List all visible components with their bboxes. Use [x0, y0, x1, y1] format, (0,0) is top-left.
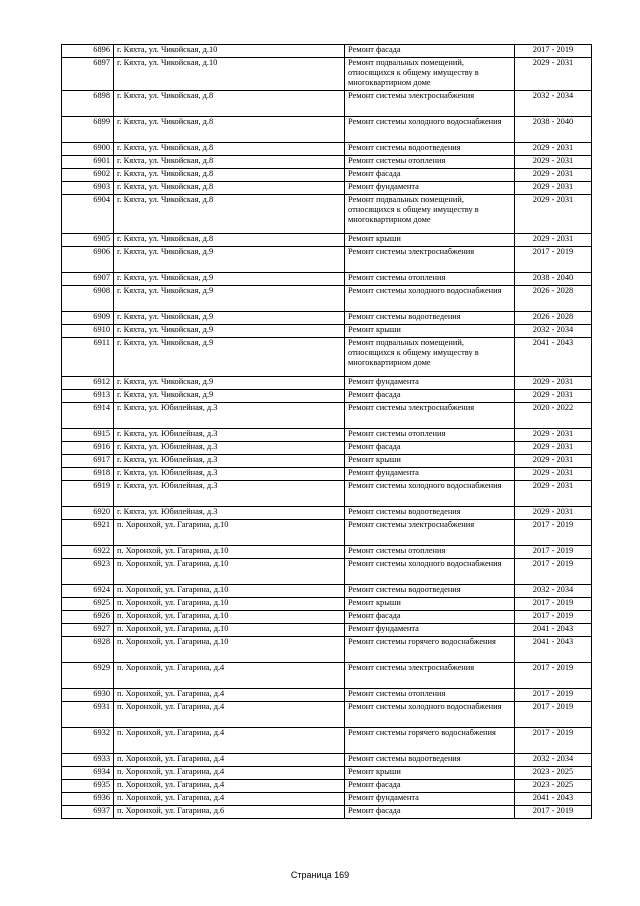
- table-row: [62, 767, 592, 780]
- work-type-cell: Ремонт фундамента: [345, 468, 515, 481]
- work-type-cell: Ремонт системы холодного водоснабжения: [345, 481, 515, 507]
- address-cell: п. Хоронхой, ул. Гагарина, д.10: [114, 611, 345, 624]
- table-row: [62, 143, 592, 156]
- work-type-cell: Ремонт системы горячего водоснабжения: [345, 637, 515, 663]
- row-number-cell: 6898: [62, 91, 114, 117]
- row-number-cell: 6931: [62, 702, 114, 728]
- period-cell: 2029 - 2031: [515, 429, 592, 442]
- row-number-cell: 6927: [62, 624, 114, 637]
- table-row: [62, 45, 592, 58]
- row-number-cell: 6930: [62, 689, 114, 702]
- work-type-cell: Ремонт системы электроснабжения: [345, 403, 515, 429]
- table-row: [62, 247, 592, 273]
- row-number-cell: 6929: [62, 663, 114, 689]
- table-row: [62, 481, 592, 507]
- work-type-cell: Ремонт фасада: [345, 806, 515, 819]
- period-cell: 2029 - 2031: [515, 143, 592, 156]
- row-number-cell: 6920: [62, 507, 114, 520]
- table-row: [62, 598, 592, 611]
- work-type-cell: Ремонт фасада: [345, 390, 515, 403]
- period-cell: 2017 - 2019: [515, 689, 592, 702]
- address-cell: г. Кяхта, ул. Чикойская, д.9: [114, 273, 345, 286]
- row-number-cell: 6906: [62, 247, 114, 273]
- row-number-cell: 6932: [62, 728, 114, 754]
- period-cell: 2041 - 2043: [515, 637, 592, 663]
- work-type-cell: Ремонт крыши: [345, 455, 515, 468]
- address-cell: п. Хоронхой, ул. Гагарина, д.10: [114, 637, 345, 663]
- works-table-body: [62, 45, 592, 819]
- work-type-cell: Ремонт системы отопления: [345, 156, 515, 169]
- table-row: [62, 286, 592, 312]
- table-row: [62, 58, 592, 91]
- table-row: [62, 793, 592, 806]
- period-cell: 2017 - 2019: [515, 247, 592, 273]
- table-row: [62, 689, 592, 702]
- period-cell: 2029 - 2031: [515, 390, 592, 403]
- table-row: [62, 754, 592, 767]
- row-number-cell: 6902: [62, 169, 114, 182]
- work-type-cell: Ремонт системы электроснабжения: [345, 520, 515, 546]
- row-number-cell: 6897: [62, 58, 114, 91]
- work-type-cell: Ремонт подвальных помещений, относящихся к общему имуществу в многоквартирном доме: [345, 195, 515, 234]
- period-cell: 2038 - 2040: [515, 117, 592, 143]
- row-number-cell: 6937: [62, 806, 114, 819]
- work-type-cell: Ремонт системы водоотведения: [345, 754, 515, 767]
- period-cell: 2029 - 2031: [515, 58, 592, 91]
- address-cell: г. Кяхта, ул. Юбилейная, д.3: [114, 442, 345, 455]
- work-type-cell: Ремонт фасада: [345, 611, 515, 624]
- work-type-cell: Ремонт подвальных помещений, относящихся к общему имуществу в многоквартирном доме: [345, 58, 515, 91]
- address-cell: п. Хоронхой, ул. Гагарина, д.4: [114, 663, 345, 689]
- work-type-cell: Ремонт системы отопления: [345, 689, 515, 702]
- period-cell: 2017 - 2019: [515, 728, 592, 754]
- table-row: [62, 611, 592, 624]
- period-cell: 2038 - 2040: [515, 273, 592, 286]
- address-cell: г. Кяхта, ул. Чикойская, д.8: [114, 143, 345, 156]
- period-cell: 2026 - 2028: [515, 286, 592, 312]
- work-type-cell: Ремонт фасада: [345, 45, 515, 58]
- address-cell: г. Кяхта, ул. Чикойская, д.8: [114, 182, 345, 195]
- table-row: [62, 520, 592, 546]
- work-type-cell: Ремонт крыши: [345, 767, 515, 780]
- table-row: [62, 637, 592, 663]
- table-row: [62, 91, 592, 117]
- table-row: [62, 559, 592, 585]
- period-cell: 2041 - 2043: [515, 624, 592, 637]
- table-row: [62, 403, 592, 429]
- period-cell: 2029 - 2031: [515, 442, 592, 455]
- address-cell: г. Кяхта, ул. Чикойская, д.10: [114, 45, 345, 58]
- period-cell: 2029 - 2031: [515, 182, 592, 195]
- work-type-cell: Ремонт системы холодного водоснабжения: [345, 286, 515, 312]
- work-type-cell: Ремонт фасада: [345, 169, 515, 182]
- period-cell: 2029 - 2031: [515, 195, 592, 234]
- address-cell: г. Кяхта, ул. Юбилейная, д.3: [114, 481, 345, 507]
- work-type-cell: Ремонт системы электроснабжения: [345, 247, 515, 273]
- row-number-cell: 6912: [62, 377, 114, 390]
- period-cell: 2032 - 2034: [515, 754, 592, 767]
- row-number-cell: 6933: [62, 754, 114, 767]
- table-row: [62, 169, 592, 182]
- table-row: [62, 182, 592, 195]
- work-type-cell: Ремонт фундамента: [345, 377, 515, 390]
- address-cell: п. Хоронхой, ул. Гагарина, д.10: [114, 520, 345, 546]
- table-row: [62, 234, 592, 247]
- address-cell: п. Хоронхой, ул. Гагарина, д.4: [114, 767, 345, 780]
- work-type-cell: Ремонт фундамента: [345, 182, 515, 195]
- row-number-cell: 6910: [62, 325, 114, 338]
- row-number-cell: 6925: [62, 598, 114, 611]
- table-row: [62, 325, 592, 338]
- period-cell: 2029 - 2031: [515, 234, 592, 247]
- row-number-cell: 6921: [62, 520, 114, 546]
- work-type-cell: Ремонт системы отопления: [345, 429, 515, 442]
- period-cell: 2041 - 2043: [515, 793, 592, 806]
- table-row: [62, 195, 592, 234]
- period-cell: 2029 - 2031: [515, 507, 592, 520]
- period-cell: 2017 - 2019: [515, 520, 592, 546]
- row-number-cell: 6924: [62, 585, 114, 598]
- row-number-cell: 6917: [62, 455, 114, 468]
- row-number-cell: 6915: [62, 429, 114, 442]
- period-cell: 2029 - 2031: [515, 468, 592, 481]
- address-cell: г. Кяхта, ул. Чикойская, д.9: [114, 377, 345, 390]
- address-cell: г. Кяхта, ул. Юбилейная, д.3: [114, 507, 345, 520]
- work-type-cell: Ремонт системы холодного водоснабжения: [345, 702, 515, 728]
- period-cell: 2020 - 2022: [515, 403, 592, 429]
- period-cell: 2017 - 2019: [515, 45, 592, 58]
- work-type-cell: Ремонт системы отопления: [345, 546, 515, 559]
- table-row: [62, 390, 592, 403]
- row-number-cell: 6908: [62, 286, 114, 312]
- work-type-cell: Ремонт фасада: [345, 442, 515, 455]
- table-row: [62, 546, 592, 559]
- address-cell: п. Хоронхой, ул. Гагарина, д.4: [114, 793, 345, 806]
- period-cell: 2041 - 2043: [515, 338, 592, 377]
- address-cell: г. Кяхта, ул. Чикойская, д.8: [114, 156, 345, 169]
- table-row: [62, 455, 592, 468]
- table-row: [62, 806, 592, 819]
- table-row: [62, 312, 592, 325]
- address-cell: г. Кяхта, ул. Чикойская, д.9: [114, 325, 345, 338]
- address-cell: г. Кяхта, ул. Юбилейная, д.3: [114, 403, 345, 429]
- row-number-cell: 6913: [62, 390, 114, 403]
- address-cell: г. Кяхта, ул. Чикойская, д.9: [114, 338, 345, 377]
- table-row: [62, 273, 592, 286]
- page-footer: [0, 870, 640, 880]
- period-cell: 2017 - 2019: [515, 663, 592, 689]
- address-cell: г. Кяхта, ул. Чикойская, д.10: [114, 58, 345, 91]
- period-cell: 2017 - 2019: [515, 702, 592, 728]
- period-cell: 2029 - 2031: [515, 169, 592, 182]
- period-cell: 2032 - 2034: [515, 325, 592, 338]
- period-cell: 2017 - 2019: [515, 598, 592, 611]
- work-type-cell: Ремонт крыши: [345, 325, 515, 338]
- work-type-cell: Ремонт системы холодного водоснабжения: [345, 117, 515, 143]
- period-cell: 2032 - 2034: [515, 585, 592, 598]
- work-type-cell: Ремонт фундамента: [345, 624, 515, 637]
- row-number-cell: 6922: [62, 546, 114, 559]
- address-cell: п. Хоронхой, ул. Гагарина, д.10: [114, 546, 345, 559]
- row-number-cell: 6909: [62, 312, 114, 325]
- work-type-cell: Ремонт системы водоотведения: [345, 312, 515, 325]
- period-cell: 2023 - 2025: [515, 767, 592, 780]
- address-cell: г. Кяхта, ул. Чикойская, д.8: [114, 91, 345, 117]
- table-row: [62, 702, 592, 728]
- period-cell: 2029 - 2031: [515, 377, 592, 390]
- row-number-cell: 6935: [62, 780, 114, 793]
- address-cell: г. Кяхта, ул. Юбилейная, д.3: [114, 468, 345, 481]
- address-cell: п. Хоронхой, ул. Гагарина, д.4: [114, 702, 345, 728]
- table-row: [62, 585, 592, 598]
- table-row: [62, 728, 592, 754]
- row-number-cell: 6899: [62, 117, 114, 143]
- period-cell: 2017 - 2019: [515, 611, 592, 624]
- row-number-cell: 6918: [62, 468, 114, 481]
- period-cell: 2017 - 2019: [515, 559, 592, 585]
- work-type-cell: Ремонт системы водоотведения: [345, 507, 515, 520]
- work-type-cell: Ремонт фундамента: [345, 793, 515, 806]
- period-cell: 2026 - 2028: [515, 312, 592, 325]
- period-cell: 2029 - 2031: [515, 156, 592, 169]
- row-number-cell: 6928: [62, 637, 114, 663]
- table-row: [62, 429, 592, 442]
- row-number-cell: 6901: [62, 156, 114, 169]
- work-type-cell: Ремонт системы электроснабжения: [345, 91, 515, 117]
- row-number-cell: 6907: [62, 273, 114, 286]
- table-row: [62, 377, 592, 390]
- row-number-cell: 6911: [62, 338, 114, 377]
- row-number-cell: 6905: [62, 234, 114, 247]
- address-cell: п. Хоронхой, ул. Гагарина, д.10: [114, 559, 345, 585]
- table-row: [62, 442, 592, 455]
- table-row: [62, 624, 592, 637]
- address-cell: п. Хоронхой, ул. Гагарина, д.4: [114, 754, 345, 767]
- address-cell: п. Хоронхой, ул. Гагарина, д.10: [114, 598, 345, 611]
- address-cell: п. Хоронхой, ул. Гагарина, д.4: [114, 689, 345, 702]
- row-number-cell: 6936: [62, 793, 114, 806]
- row-number-cell: 6914: [62, 403, 114, 429]
- row-number-cell: 6919: [62, 481, 114, 507]
- period-cell: 2029 - 2031: [515, 481, 592, 507]
- table-row: [62, 780, 592, 793]
- work-type-cell: Ремонт системы отопления: [345, 273, 515, 286]
- table-row: [62, 507, 592, 520]
- address-cell: п. Хоронхой, ул. Гагарина, д.10: [114, 624, 345, 637]
- address-cell: г. Кяхта, ул. Чикойская, д.8: [114, 234, 345, 247]
- row-number-cell: 6923: [62, 559, 114, 585]
- row-number-cell: 6934: [62, 767, 114, 780]
- table-row: [62, 117, 592, 143]
- address-cell: г. Кяхта, ул. Чикойская, д.8: [114, 195, 345, 234]
- address-cell: г. Кяхта, ул. Чикойская, д.9: [114, 247, 345, 273]
- address-cell: п. Хоронхой, ул. Гагарина, д.10: [114, 585, 345, 598]
- row-number-cell: 6904: [62, 195, 114, 234]
- work-type-cell: Ремонт системы холодного водоснабжения: [345, 559, 515, 585]
- address-cell: п. Хоронхой, ул. Гагарина, д.6: [114, 806, 345, 819]
- page-number: Страница 169: [290, 870, 350, 880]
- work-type-cell: Ремонт крыши: [345, 234, 515, 247]
- address-cell: г. Кяхта, ул. Чикойская, д.9: [114, 390, 345, 403]
- period-cell: 2017 - 2019: [515, 806, 592, 819]
- row-number-cell: 6896: [62, 45, 114, 58]
- work-type-cell: Ремонт системы водоотведения: [345, 143, 515, 156]
- row-number-cell: 6916: [62, 442, 114, 455]
- address-cell: г. Кяхта, ул. Чикойская, д.8: [114, 117, 345, 143]
- work-type-cell: Ремонт системы водоотведения: [345, 585, 515, 598]
- work-type-cell: Ремонт системы электроснабжения: [345, 663, 515, 689]
- work-type-cell: Ремонт системы горячего водоснабжения: [345, 728, 515, 754]
- address-cell: г. Кяхта, ул. Чикойская, д.9: [114, 286, 345, 312]
- work-type-cell: Ремонт подвальных помещений, относящихся к общему имуществу в многоквартирном доме: [345, 338, 515, 377]
- address-cell: г. Кяхта, ул. Чикойская, д.9: [114, 312, 345, 325]
- table-row: [62, 156, 592, 169]
- table-row: [62, 338, 592, 377]
- table-row: [62, 468, 592, 481]
- period-cell: 2017 - 2019: [515, 546, 592, 559]
- work-type-cell: Ремонт фасада: [345, 780, 515, 793]
- period-cell: 2023 - 2025: [515, 780, 592, 793]
- work-type-cell: Ремонт крыши: [345, 598, 515, 611]
- address-cell: г. Кяхта, ул. Юбилейная, д.3: [114, 455, 345, 468]
- address-cell: п. Хоронхой, ул. Гагарина, д.4: [114, 780, 345, 793]
- table-row: [62, 663, 592, 689]
- address-cell: г. Кяхта, ул. Чикойская, д.8: [114, 169, 345, 182]
- period-cell: 2029 - 2031: [515, 455, 592, 468]
- row-number-cell: 6903: [62, 182, 114, 195]
- row-number-cell: 6926: [62, 611, 114, 624]
- address-cell: п. Хоронхой, ул. Гагарина, д.4: [114, 728, 345, 754]
- address-cell: г. Кяхта, ул. Юбилейная, д.3: [114, 429, 345, 442]
- period-cell: 2032 - 2034: [515, 91, 592, 117]
- row-number-cell: 6900: [62, 143, 114, 156]
- works-table: [61, 44, 592, 819]
